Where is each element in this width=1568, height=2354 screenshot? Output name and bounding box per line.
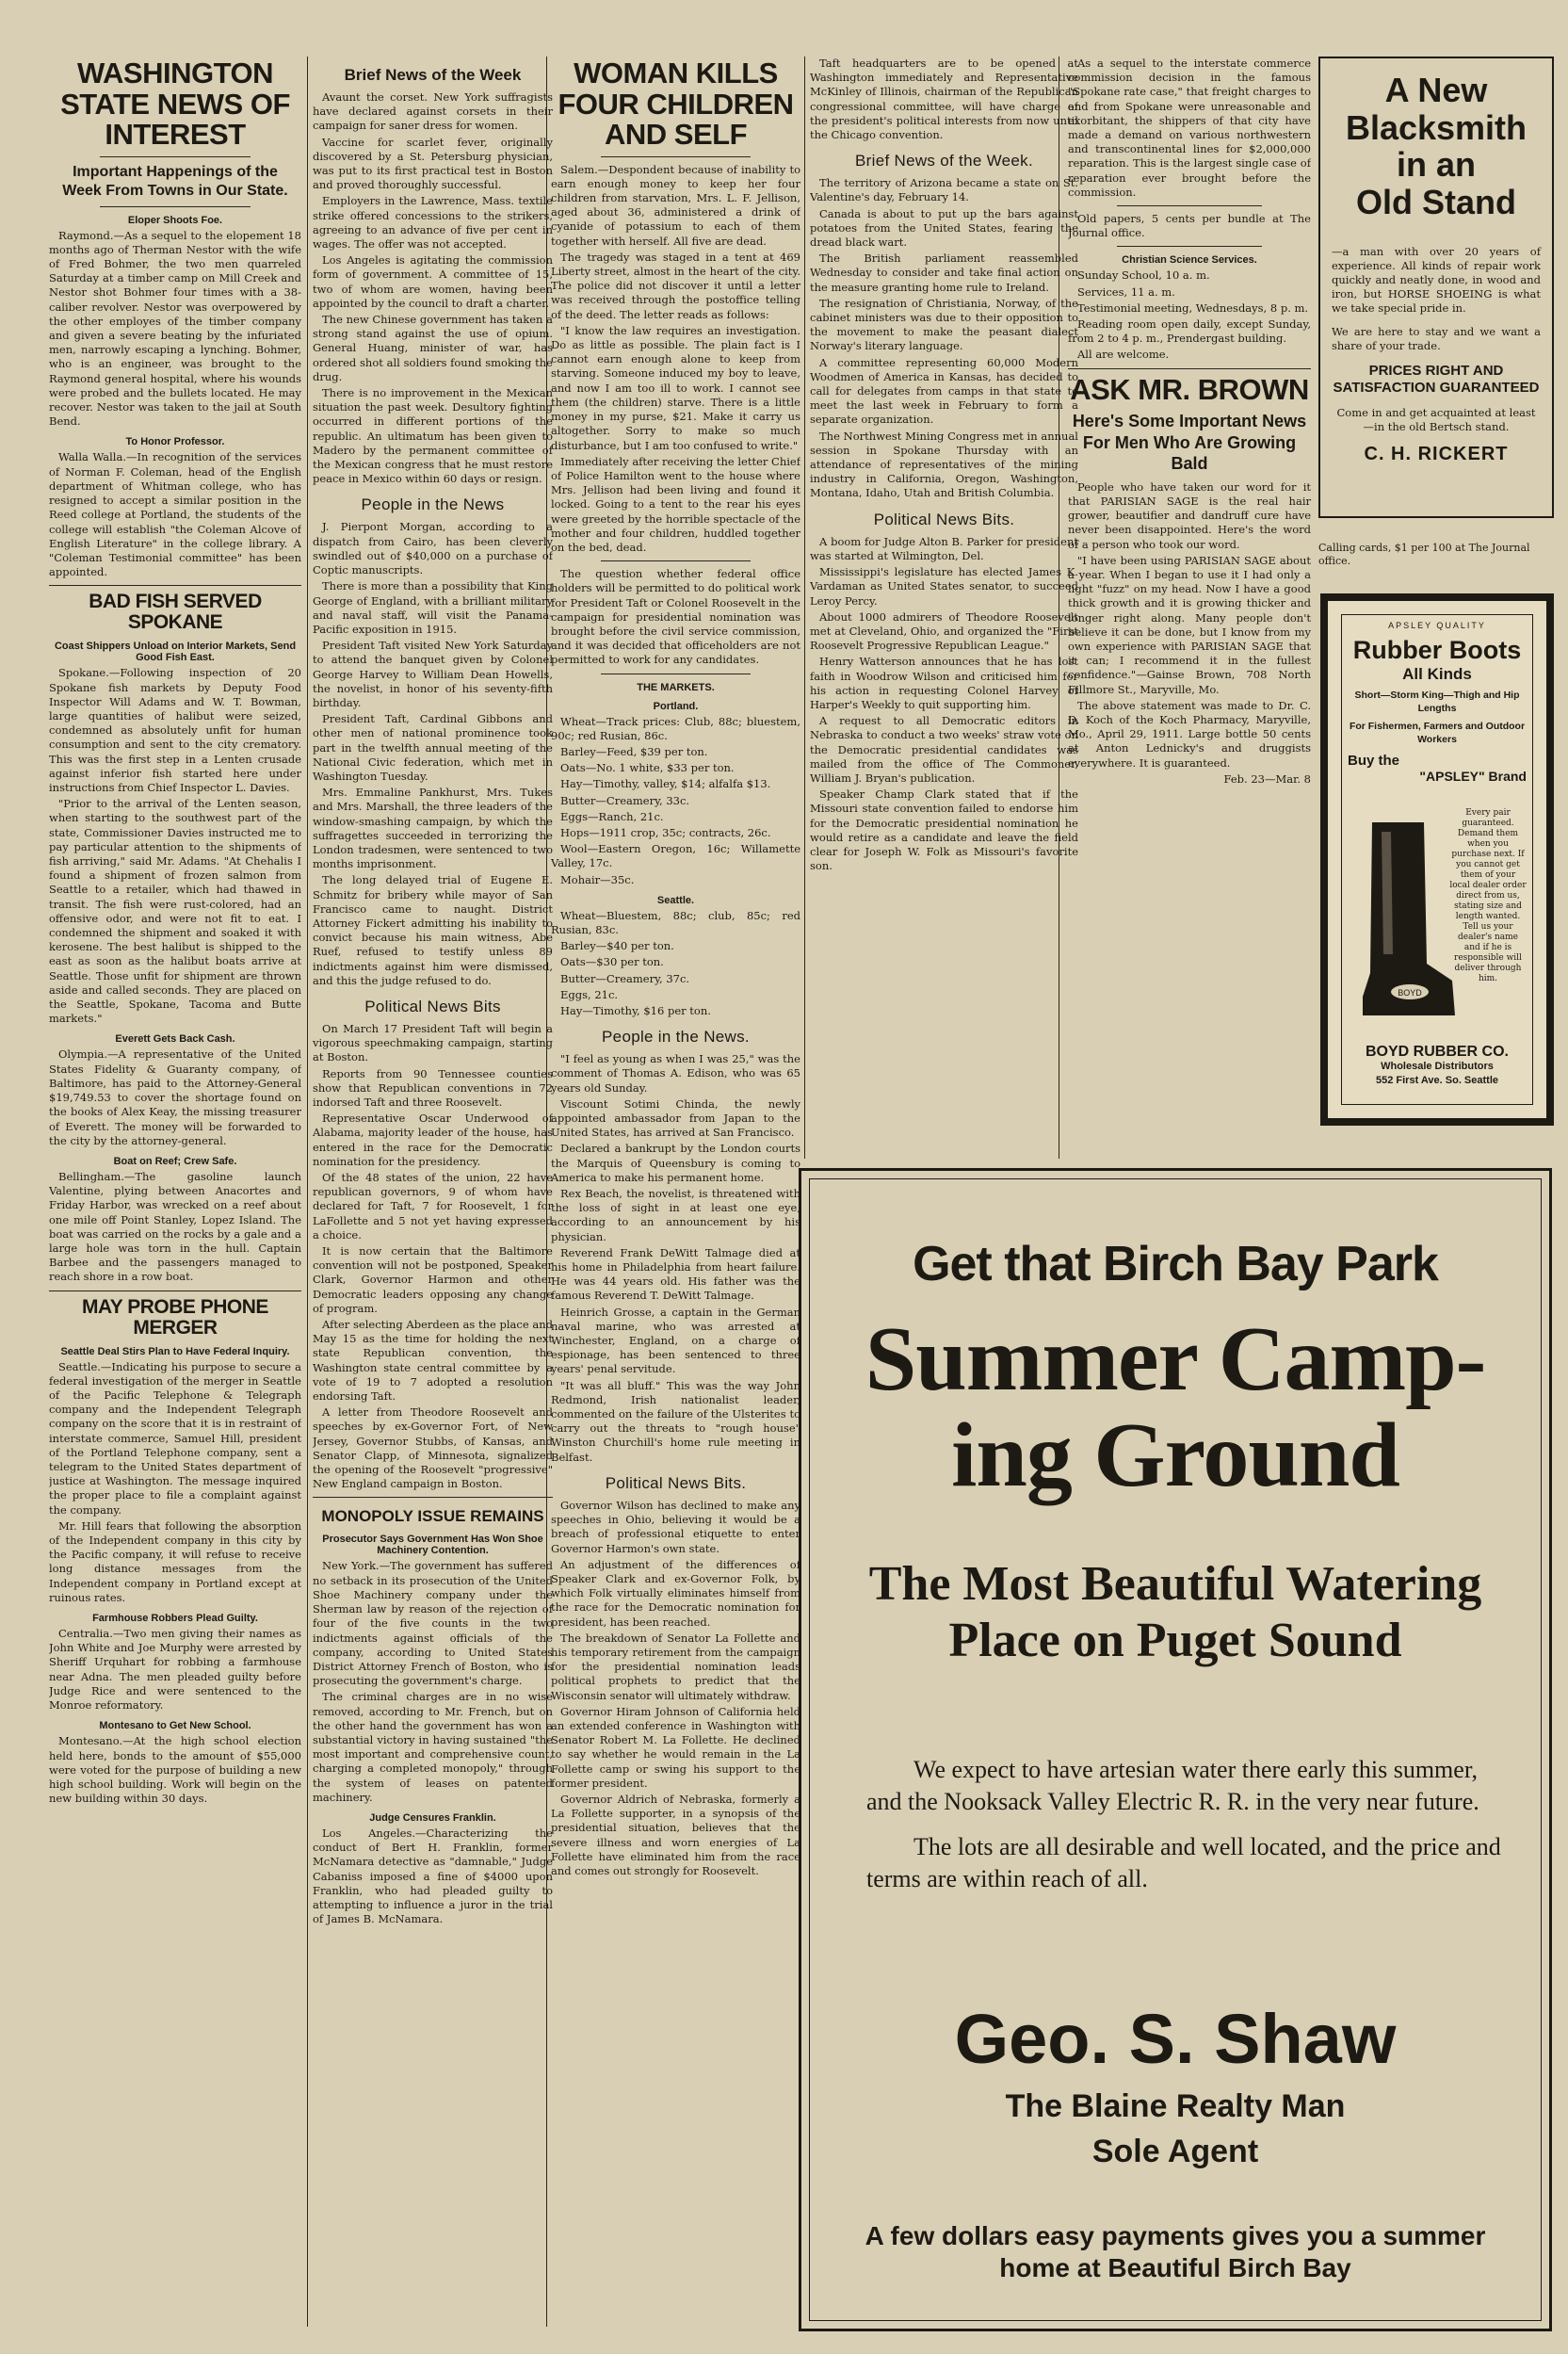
ad-realty — [810, 2084, 1541, 2174]
story-text: There is no improvement in the Mexican situation the past week. Desultory fighting occurred in different portions of the republic. An ultimatum has been given to Madero by the permanent committee of the Mexican congress that he must restore peace in Mexico within 60 days or resign. — [313, 386, 553, 486]
markets-city: Portland. — [653, 700, 699, 712]
markets-city: Seattle. — [656, 894, 695, 906]
boot-icon — [1353, 822, 1457, 1020]
story-text: A request to all Democratic editors in Nebraska to conduct a two weeks' straw vote on the Democratic presidential candidates was mailed from the office of The Commoner, William J. Bryan's publication. — [810, 714, 1078, 785]
market-line: Mohair—35c. — [560, 872, 635, 886]
markets-head: THE MARKETS. — [637, 681, 715, 693]
story-text: Los Angeles.—Characterizing the conduct of Bert H. Franklin, former McNamara detective as "damnable," Judge Cabaniss imposed a fine of $4000 upon Franklin, who had pleaded guilty to attempting to influence a juror in the trial of James B. McNamara. — [313, 1826, 553, 1926]
blacksmith-guarantee: PRICES RIGHT AND SATISFACTION GUARANTEED — [1333, 363, 1540, 397]
story-text: "Prior to the arrival of the Lenten season, when starting to the southwest part of the state, Commissioner Davies instructed me to pay particular attention to the shipments of fish arriving," said Mr. Adams. "At Chehalis I found a shipment of frozen salmon from Seattle to a retailer, which had thawed in transit. The fish were rust-colored, had an offensive odor, and were not fit to eat. I condemned the shipment and soaked it with kerosene. The best halibut is shipped to the east as soon as the halibut boats arrive at Seattle. Those unfit for shipment are thrown aside and called seconds. They are placed on the Seattle, Spokane, Tacoma and Butte markets." — [49, 797, 301, 1026]
church-line: Services, 11 a. m. — [1077, 284, 1175, 299]
church-line: Testimonial meeting, Wednesdays, 8 p. m. — [1077, 300, 1309, 315]
ad-get-line: Get that Birch Bay Park — [913, 1237, 1438, 1291]
blacksmith-ad — [1318, 57, 1554, 518]
story-text: Los Angeles is agitating the commission form of government. A committee of 15, two of whom are women, having been appointed by the council to draft a charter. — [313, 253, 553, 310]
boots-buy-label: Buy the — [1348, 752, 1400, 769]
ad-tagline: A few dollars easy payments gives you a summer home at Beautiful Birch Bay — [865, 2221, 1486, 2282]
column-3 — [551, 57, 800, 2336]
story-text: "It was all bluff." This was the way John Redmond, Irish nationalist leader, commented on the failure of the Ulsterites to carry out the threats to "rough house" Winston Churchill's home rule meeting in Belfast. — [551, 1378, 800, 1464]
section-head: Brief News of the Week. — [855, 152, 1033, 170]
divider — [601, 156, 751, 157]
rubber-boots-frame — [1341, 614, 1533, 1105]
divider — [100, 206, 251, 207]
story-text: Viscount Sotimi Chinda, the newly appointed ambassador from Japan to the United States, has arrived at San Francisco. — [551, 1096, 800, 1140]
headline-brief-news: Brief News of the Week — [344, 66, 522, 84]
story-text: Salem.—Despondent because of inability to earn enough money to keep her four children from starvation, Mrs. L. F. Jellison, aged about 36, administered a drink of cyanide of potassium to each of them together with herself. All five are dead. — [551, 162, 800, 248]
market-line: Oats—No. 1 white, $33 per ton. — [560, 761, 735, 775]
boots-address — [1342, 1060, 1532, 1087]
story-head: Montesano to Get New School. — [99, 1720, 251, 1732]
blacksmith-body: Come in and get acquainted at least—in the old Bertsch stand. — [1336, 406, 1536, 434]
ad-body-text: The lots are all desirable and well located, and the price and terms are within reach of all. — [866, 1833, 1501, 1892]
story-text: "I have been using PARISIAN SAGE about a year. When I began to use it I had only a light "fuzz" on my head. Now I have a good thick growth and it is growing thicker and longer right along. Many people don't believe it can be done, but I know from my own experience with PARISIAN SAGE that it can; I recommend it in the fullest confidence."—Gainse Brown, 708 North Fillmore St., Maryville, Mo. — [1068, 553, 1311, 696]
column-1 — [49, 57, 301, 2336]
story-text: The resignation of Christiania, Norway, of the cabinet ministers was due to their opposition to the movement to make the peasant dialect Norway's literary language. — [810, 296, 1078, 353]
story-text: The territory of Arizona became a state on St. Valentine's day, February 14. — [810, 176, 1078, 204]
boots-brand: "APSLEY" Brand — [1419, 768, 1527, 784]
boots-guarantee: Every pair guaranteed. Demand them when you purchase next. If you cannot get them of your local dealer order direct from us, stating size and length wanted. Tell us your dealer's name and if he is responsible will deliver through him. — [1449, 808, 1527, 983]
story-subhead: Seattle Deal Stirs Plan to Have Federal Inquiry. — [60, 1345, 290, 1357]
ad-summer-line: ing Ground — [951, 1404, 1399, 1506]
divider — [1117, 246, 1263, 247]
market-line: Hops—1911 crop, 35c; contracts, 26c. — [560, 825, 771, 839]
ad-beautiful-line: The Most Beautiful Watering — [868, 1557, 1482, 1611]
section-head: People in the News. — [602, 1028, 750, 1047]
church-line: All are welcome. — [1077, 348, 1170, 362]
story-text: Governor Aldrich of Nebraska, formerly a La Follette supporter, in a synopsis of the presidential situation, believes that the severe illness and worn energies of La Follette have eliminated him from the race and comes out strongly for Roosevelt. — [551, 1792, 800, 1877]
story-head: Farmhouse Robbers Plead Guilty. — [92, 1613, 258, 1625]
column-rule — [804, 57, 805, 1159]
section-head: Political News Bits. — [605, 1473, 747, 1492]
column-2 — [313, 57, 553, 2336]
church-line: Sunday School, 10 a. m. — [1077, 268, 1210, 283]
story-head: Eloper Shoots Foe. — [127, 214, 223, 226]
calling-cards-notice: Calling cards, $1 per 100 at The Journal office. — [1318, 542, 1530, 567]
divider — [49, 585, 301, 586]
ad-realty-line: Sole Agent — [1091, 2134, 1259, 2169]
story-head: To Honor Professor. — [125, 436, 225, 448]
birch-bay-frame — [809, 1178, 1542, 2321]
blacksmith-title-line: A New — [1384, 71, 1488, 109]
story-text: Bellingham.—The gasoline launch Valentine, plying between Anacortes and Friday Harbor, was wrecked on a reef about one mile off Point Stanley, Lopez Island. The boat was carried on the rocks by a gale and a large hole was torn in the hull. Captain Barbee and the passengers managed to reach shore in a row boat. — [49, 1169, 301, 1284]
boots-title: Rubber Boots — [1352, 636, 1522, 664]
ad-realty-line: The Blaine Realty Man — [1005, 2088, 1346, 2124]
headline-phone-merger: MAY PROBE PHONE MERGER — [82, 1295, 268, 1339]
market-line: Hay—Timothy, valley, $14; alfalfa $13. — [560, 777, 771, 791]
section-head: Political News Bits — [364, 997, 501, 1015]
blacksmith-title-line: Old Stand — [1356, 182, 1516, 221]
story-text: Centralia.—Two men giving their names as John White and Joe Murphy were arrested by Sheriff Urquhart for robbing a farmhouse near Adna. The men pleaded guilty before Judge Rice and were sentenced to the Monroe reformatory. — [49, 1627, 301, 1713]
story-text: Montesano.—At the high school election held here, bonds to the amount of $55,000 were voted for the purpose of building a new high school building. Work will begin on the new building within 30 days. — [49, 1734, 301, 1806]
story-text: People who have taken our word for it that PARISIAN SAGE is the real hair grower, beautifier and dandruff cure have never been disappointed. Here's the word of a person who took our word. — [1068, 479, 1311, 551]
story-text: The Northwest Mining Congress met in annual session in Spokane Thursday with an attendance of representatives of the mining industry in California, Oregon, Washington, Montana, Idaho, Utah and British Columbia. — [810, 429, 1078, 500]
story-text: Speaker Champ Clark stated that if the Missouri state convention failed to endorse him for the Democratic presidential nomination he would retire as a candidate and leave the field clear for Joseph W. Folk as Missouri's favorite son. — [810, 787, 1078, 873]
boots-company: BOYD RUBBER CO. — [1365, 1044, 1509, 1060]
story-text: Heinrich Grosse, a captain in the German naval marine, who was arrested at Winchester, England, on a charge of espionage, has been sentenced to three years' penal servitude. — [551, 1305, 800, 1376]
market-line: Barley—$40 per ton. — [560, 939, 674, 953]
story-text: President Taft, Cardinal Gibbons and other men of national prominence took part in the twelfth annual meeting of the National Civic federation, which met in Washington Tuesday. — [313, 712, 553, 783]
subhead-washington: Important Happenings of the Week From Towns in Our State. — [62, 163, 288, 199]
story-text: The new Chinese government has taken a strong stand against the use of opium. General Huang, minister of war, has ordered shot all soldiers found smoking the drug. — [313, 313, 553, 383]
headline-monopoly: MONOPOLY ISSUE REMAINS — [321, 1507, 544, 1526]
ad-watering-place — [810, 1556, 1541, 1669]
story-text: Canada is about to put up the bars against potatoes from the United States, fearing the dread black wart. — [810, 206, 1078, 250]
story-head: Boat on Reef; Crew Safe. — [113, 1155, 237, 1167]
ad-date: Feb. 23—Mar. 8 — [1223, 771, 1311, 786]
blacksmith-title — [1332, 72, 1541, 220]
story-text: Olympia.—A representative of the United States Fidelity & Guaranty company, of Baltimore, has paid to the Attorney-General $19,749.53 to cover the shortage found on the books of Alex Keay, the missing treasurer of Everett. The money will be forwarded to the city by the attorney-general. — [49, 1047, 301, 1147]
ad-agent-name: Geo. S. Shaw — [954, 2000, 1397, 2078]
market-line: Barley—Feed, $39 per ton. — [560, 744, 708, 758]
blacksmith-title-line: in an — [1396, 145, 1476, 185]
market-line: Eggs, 21c. — [560, 987, 619, 1001]
story-text: J. Pierpont Morgan, according to a dispatch from Cairo, has been cleverly swindled out of $40,000 on a purchase of Coptic manuscripts. — [313, 520, 553, 577]
column-4 — [810, 57, 1078, 1159]
story-text: Employers in the Lawrence, Mass. textile strike offered concessions to the strikers, agreeing to an advance of five per cent in wages. The offer was not accepted. — [313, 194, 553, 252]
divider — [1068, 368, 1311, 369]
story-head: Judge Censures Franklin. — [369, 1811, 496, 1824]
ad-summer-camping — [810, 1308, 1541, 1506]
story-text: The above statement was made to Dr. C. D. Koch of the Koch Pharmacy, Maryville, Mo., April 29, 1911. Large bottle 50 cents at Anton Lednicky's and druggists everywhere. It is guaranteed. — [1068, 698, 1311, 770]
boots-buy — [1348, 753, 1527, 784]
story-text: "I feel as young as when I was 25," was the comment of Thomas A. Edison, who was 65 years old Sunday. — [551, 1052, 800, 1095]
story-text: President Taft visited New York Saturday to attend the banquet given by Colonel George Harvey to William Dean Howells, the novelist, in honor of his seventy-fifth birthday. — [313, 639, 553, 709]
blacksmith-body: We are here to stay and we want a share of your trade. — [1332, 325, 1541, 353]
story-text: Of the 48 states of the union, 22 have republican governors, 9 of whom have declared for Taft, 7 for Roosevelt, 1 for LaFollette and 5 not yet having expressed a choice. — [313, 1171, 553, 1242]
market-line: Wool—Eastern Oregon, 16c; Willamette Valley, 17c. — [551, 842, 800, 870]
story-text: A boom for Judge Alton B. Parker for president was started at Wilmington, Del. — [810, 534, 1078, 562]
story-text: Mrs. Emmaline Pankhurst, Mrs. Tukes and Mrs. Marshall, the three leaders of the window-smashing campaign, by which the suffragettes succeeded in terrorizing the London tradesmen, were sentenced to two months imprisonment. — [313, 786, 553, 871]
story-text: A committee representing 60,000 Modern Woodmen of America in Kansas, has decided to call for delegates from camps in that state to meet the last week in February to form a separate organization. — [810, 355, 1078, 427]
story-text: Taft headquarters are to be opened at Washington immediately and Representative McKinley of Illinois, chairman of the Republican congressional committee, will have charge of the president's political interests from now until the Chicago convention. — [810, 57, 1078, 142]
story-text: Governor Hiram Johnson of California held an extended conference in Washington with Senator Robert M. La Follette. He declined to say whether he would remain in the La Follette camp or swing his support to the former president. — [551, 1704, 800, 1790]
story-subhead: Coast Shippers Unload on Interior Markets, Send Good Fish East. — [54, 641, 297, 664]
divider — [1117, 205, 1263, 206]
ad-body-text: We expect to have artesian water there early this summer, and the Nooksack Valley Electric R. R. in the very near future. — [866, 1756, 1479, 1815]
story-text: On March 17 President Taft will begin a vigorous speechmaking campaign, starting at Boston. — [313, 1021, 553, 1064]
church-head: Christian Science Services. — [1122, 254, 1257, 267]
story-text: Henry Watterson announces that he has lost faith in Woodrow Wilson and criticised him for his action in requesting Colonel Harvey of Harper's Weekly to quit supporting him. — [810, 655, 1078, 711]
story-text: It is now certain that the Baltimore convention will not be postponed, Speaker Clark, Governor Harmon and other Democratic leaders opposing any change of program. — [313, 1244, 553, 1315]
market-line: Wheat—Track prices: Club, 88c; bluestem, 90c; red Rusian, 86c. — [551, 714, 800, 742]
story-text: Vaccine for scarlet fever, originally discovered by a St. Petersburg physician, was put to its first practical test in Boston and proved thoroughly successful. — [313, 135, 553, 192]
story-subhead: Prosecutor Says Government Has Won Shoe Machinery Contention. — [322, 1534, 543, 1557]
market-line: Eggs—Ranch, 21c. — [560, 809, 664, 823]
rubber-boots-ad — [1320, 593, 1554, 1126]
story-text: New York.—The government has suffered no setback in its prosecution of the United Shoe Machinery company under the Sherman law by reason of the rejection of four of the five counts in the two indictments against officials of the company, according to United States District Attorney French of Boston, who is prosecuting the government's charge. — [313, 1559, 553, 1688]
story-text: Reverend Frank DeWitt Talmage died at his home in Philadelphia from heart failure. He was 44 years old. His father was the famous Reverend T. DeWitt Talmage. — [551, 1245, 800, 1303]
column-5 — [1068, 57, 1311, 1159]
story-text: Spokane.—Following inspection of 20 Spokane fish markets by Deputy Food Inspector Will Adams and W. T. Bowman, large quantities of halibut were seized, condemned as absolutely unfit for human consumption and sent to the city crematory. This was the first step in a Lenten crusade against inferior fish started here under instructions from Chief Inspector L. Davies. — [49, 666, 301, 795]
apsley-strip: APSLEY QUALITY — [1388, 621, 1486, 630]
story-text: Avaunt the corset. New York suffragists have declared against corsets in their campaign for saner dress for women. — [313, 90, 553, 133]
blacksmith-title-line: Blacksmith — [1345, 107, 1528, 147]
story-text: Old papers, 5 cents per bundle at The Journal office. — [1068, 212, 1311, 240]
ad-body — [866, 1754, 1503, 1908]
headline-woman-kills: WOMAN KILLS FOUR CHILDREN AND SELF — [558, 57, 794, 152]
boots-subtitle: All Kinds — [1402, 665, 1472, 683]
market-line: Hay—Timothy, $16 per ton. — [560, 1004, 711, 1017]
boyd-badge: BOYD — [1398, 988, 1422, 998]
story-text: Mississippi's legislature has elected James K. Vardaman as United States senator, to succeed Leroy Percy. — [810, 565, 1078, 608]
blacksmith-body: —a man with over 20 years of experience. All kinds of repair work quickly and neatly done, in wood and iron, but HORSE SHOEING is what we take special pride in. — [1332, 245, 1541, 316]
story-text: The tragedy was staged in a tent at 469 Liberty street, almost in the heart of the city. The police did not discover it until a letter was received through the postoffice telling of the deed. The letter reads as follows: — [551, 250, 800, 321]
section-head: People in the News — [361, 495, 505, 514]
divider — [601, 560, 751, 561]
story-text: Raymond.—As a sequel to the elopement 18 months ago of Therman Nestor with the wife of Fred Bohmer, the two men quarreled Saturday at a timber camp on Mill Creek and Nestor shot Bohmer four times with a 38-caliber revolver. Nestor was overpowered by the other employes of the timber company and given a severe beating by the infuriated men, narrowly escaping a lynching. Bohmer, who is an engineer, was brought to the Raymond general hospital, where his wounds were probed and the bullets located. He may recover. Nestor was taken to the jail at South Bend. — [49, 228, 301, 429]
headline-washington: WASHINGTON STATE NEWS OF INTEREST — [60, 57, 290, 152]
market-line: Butter—Creamery, 37c. — [560, 971, 690, 985]
story-text: The question whether federal office holders will be permitted to do political work for President Taft or Colonel Roosevelt in the campaign for presidential nomination was brought before the civil service commission, and it was decided that officeholders are not permitted to work for any candidates. — [551, 567, 800, 667]
story-text: Governor Wilson has declined to make any speeches in Ohio, believing it would be a breach of professional etiquette to enter Governor Harmon's own state. — [551, 1498, 800, 1555]
story-text: About 1000 admirers of Theodore Roosevelt met at Cleveland, Ohio, and organized the "First Roosevelt Progressive Republican League." — [810, 609, 1078, 653]
story-text: As a sequel to the interstate commerce commission decision in the famous "Spokane rate case," that freight charges to and from Spokane were unreasonable and exorbitant, the shippers of that city have made a demand on various northwestern and transcontinental lines for $2,000,000 reparation. This is the largest single case of reparation ever brought before the commission. — [1068, 57, 1311, 199]
story-text: "I know the law requires an investigation. Do as little as possible. The plain fact is I cannot earn enough alone to keep from starving. Someone induced my boy to leave, and now I am too ill to work. I cannot see them (the children) starve. There is a little money in my purse, $21. Make it carry us altogether. Sorry to make so much disturbance, but I am too confused to write." — [551, 323, 800, 452]
story-text: An adjustment of the differences of Speaker Clark and ex-Governor Folk, by which Folk virtually eliminates himself from the race for the Democratic nomination for president, has been reached. — [551, 1557, 800, 1629]
story-text: Representative Oscar Underwood of Alabama, majority leader of the house, has entered in the race for the Democratic nomination for the presidency. — [313, 1112, 553, 1168]
column-rule — [307, 57, 308, 2327]
story-head: Everett Gets Back Cash. — [115, 1033, 235, 1046]
story-text: Seattle.—Indicating his purpose to secure a federal investigation of the merger in Seattle of the Pacific Telephone & Telegraph company and the Independent Telegraph company on the score that it is in restraint of interstate commerce, Samuel Hill, president of the Portland Telephone company, sent a telegram to the United States department of justice at Washington. The message inquired the proper place to file a complaint against the company. — [49, 1359, 301, 1517]
headline-ask-mr-brown: ASK MR. BROWN — [1070, 372, 1309, 406]
story-text: The breakdown of Senator La Follette and his temporary retirement from the campaign for the presidential nomination leads political prophets to predict that the Wisconsin senator will ultimately withdraw. — [551, 1631, 800, 1702]
birch-bay-ad — [799, 1168, 1552, 2331]
boots-lengths: Short—Storm King—Thigh and Hip Lengths — [1354, 690, 1520, 714]
story-text: Rex Beach, the novelist, is threatened with the loss of sight in at least one eye, according to an announcement by his physician. — [551, 1187, 800, 1243]
story-text: The long delayed trial of Eugene E. Schmitz for bribery while mayor of San Francisco came to naught. District Attorney Fickert admitting his inability to convict because his main witness, Abe Ruef, refused to testify unless 89 indictments against him were dismissed, and this the judge refused to do. — [313, 873, 553, 987]
section-head: Political News Bits. — [873, 510, 1015, 528]
story-text: The British parliament reassembled Wednesday to consider and take final action on the measure granting home rule to Ireland. — [810, 252, 1078, 294]
church-line: Reading room open daily, except Sunday, from 2 to 4 p. m., Prendergast building. — [1068, 317, 1311, 346]
story-text: Walla Walla.—In recognition of the services of Norman F. Coleman, head of the English department of Whitman college, who has resigned to accept a similar position in the Reed college at Portland, the students of the college will establish "the Coleman Alcove of English Literature" in the college library. A "Coleman Testimonial committee" has been appointed. — [49, 450, 301, 579]
market-line: Oats—$30 per ton. — [560, 955, 664, 969]
headline-bad-fish: BAD FISH SERVED SPOKANE — [89, 591, 262, 634]
story-text: Reports from 90 Tennessee counties show that Republican conventions in 72 indorsed Taft and three Roosevelt. — [313, 1066, 553, 1109]
story-text: There is more than a possibility that King George of England, with a brilliant military and naval staff, will visit the Panama-Pacific exposition in 1915. — [313, 579, 553, 636]
market-line: Butter—Creamery, 33c. — [560, 793, 690, 807]
divider — [100, 156, 251, 157]
boots-audience: For Fishermen, Farmers and Outdoor Workers — [1349, 721, 1526, 745]
brown-subhead: Here's Some Important News For Men Who Are Growing Bald — [1072, 412, 1307, 474]
divider — [313, 1497, 553, 1498]
story-text: Immediately after receiving the letter Chief of Police Hamilton went to the house where Mrs. Jellison had been living and found it locked. Going to a tent to the rear his eyes were greeted by the horrible spectacle of the mother and four children, huddled together on the bed, dead. — [551, 454, 800, 554]
story-text: The criminal charges are in no wise removed, according to Mr. French, but on the other hand the government has won a substantial victory in having sustained "the most important and comprehensive count, charging a completed monopoly," through the system of leases on patented machinery. — [313, 1690, 553, 1804]
story-text: After selecting Aberdeen as the place and May 15 as the time for holding the next state Republican convention, the Washington state central committee by a vote of 19 to 7 adopted a resolution endorsing Taft. — [313, 1318, 553, 1404]
story-text: Declared a bankrupt by the London courts the Marquis of Queensbury is coming to America to make his permanent home. — [551, 1142, 800, 1184]
market-line: Wheat—Bluestem, 88c; club, 85c; red Rusian, 83c. — [551, 908, 800, 936]
story-text: Mr. Hill fears that following the absorption of the Independent company in this city by the Pacific company, it will refuse to receive long distance messages from the Independent company in Portland except at ruinous rates. — [49, 1518, 301, 1604]
ad-summer-line: Summer Camp- — [865, 1308, 1486, 1410]
ad-beautiful-line: Place on Puget Sound — [948, 1614, 1402, 1667]
boots-address-line: 552 First Ave. So. Seattle — [1375, 1074, 1499, 1086]
blacksmith-signature: C. H. RICKERT — [1364, 444, 1509, 465]
story-text: A letter from Theodore Roosevelt and speeches by ex-Governor Fort, of New Jersey, Governor Stubbs, of Kansas, and Senator Clapp, of Minnesota, signalized the opening of the Roosevelt "progressive" New England campaign in Boston. — [313, 1405, 553, 1491]
boots-address-line: Wholesale Distributors — [1381, 1061, 1494, 1073]
